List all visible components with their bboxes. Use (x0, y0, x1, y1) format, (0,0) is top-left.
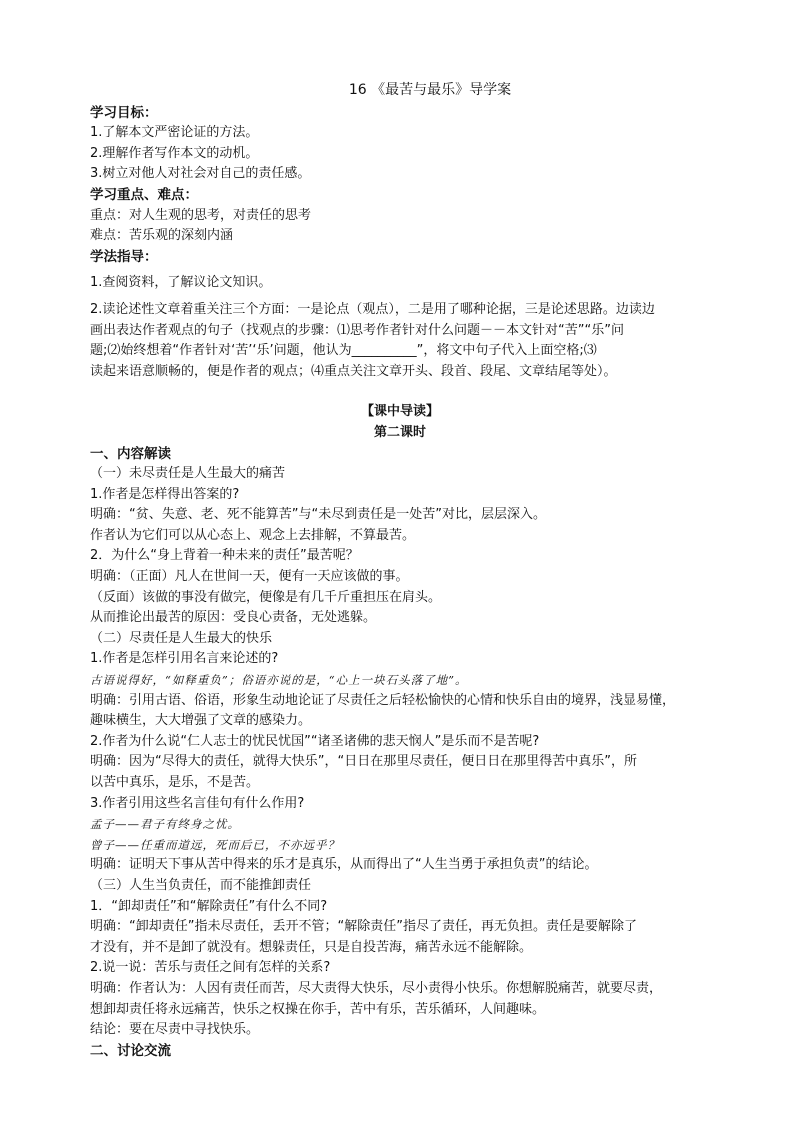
quote-line: 孟子——君子有终身之忧。 (90, 817, 240, 832)
body-line: 1.作者是怎样得出答案的? (90, 486, 240, 502)
body-line: 从而推论出最苦的原因：受良心责备，无处逃躲。 (90, 610, 377, 626)
sub-heading: （一）未尽责任是人生最大的痛苦 (90, 466, 286, 482)
key-heading: 学习重点、难点： (90, 186, 198, 203)
part2-heading: 二、讨论交流 (90, 1042, 171, 1059)
goal-item: 3.树立对他人对社会对自己的责任感。 (90, 166, 311, 182)
body-line: 明确：“贫、失意、老、死不能算苦”与“未尽到责任是一处苦”对比，层层深入。 (90, 507, 546, 523)
method-item: 1.查阅资料，了解议论文知识。 (90, 275, 272, 291)
body-line: 3.作者引用这些名言佳句有什么作用? (90, 795, 305, 811)
method-item: 题;⑵始终想着“作者针对‘苦’‘乐’问题，他认为__________”，将文中句子代入上面空格;⑶ (90, 343, 597, 359)
body-line: 作者认为它们可以从心态上、观念上去排解，不算最苦。 (90, 527, 416, 543)
section-title: 【课中导读】 (360, 404, 439, 420)
part1-heading: 一、内容解读 (90, 445, 171, 462)
body-line: 2.作者为什么说“仁人志士的忧民忧国”“诸圣诸佛的悲天悯人”是乐而不是苦呢? (90, 733, 540, 749)
sub-heading: （三）人生当负责任，而不能推卸责任 (90, 877, 312, 893)
body-line: 2．为什么“身上背着一种未来的责任”最苦呢？ (90, 548, 359, 564)
key-point: 重点：对人生观的思考，对责任的思考 (90, 207, 312, 223)
method-item: 读起来语意顺畅的，便是作者的观点；⑷重点关注文章开头、段首、段尾、文章结尾等处）。 (90, 363, 617, 379)
body-line: 明确：（正面）凡人在世间一天，便有一天应该做的事。 (90, 569, 409, 585)
method-heading: 学法指导： (90, 248, 158, 265)
body-line: 趣味横生，大大增强了文章的感染力。 (90, 713, 312, 729)
body-line: 才没有，并不是卸了就没有。想躲责任，只是自投苦海，痛苦永远不能解除。 (90, 939, 533, 955)
method-item: 画出表达作者观点的句子（找观点的步骤：⑴思考作者针对什么问题－－本文针对“苦”“乐”问 (90, 322, 624, 338)
method-item: 2.读论述性文章着重关注三个方面：一是论点（观点），二是用了哪种论据，三是论述思路。边读边 (90, 301, 655, 317)
quote-line: 曾子——任重而道远，死而后已，不亦远乎？ (90, 837, 340, 852)
goals-heading: 学习目标： (90, 104, 158, 121)
body-line: 1．“卸却责任”和“解除责任”有什么不同? (90, 898, 328, 914)
goal-item: 1.了解本文严密论证的方法。 (90, 125, 259, 141)
conclusion-line: 结论：要在尽责中寻找快乐。 (90, 1022, 260, 1038)
body-line: 1.作者是怎样引用名言来论述的? (90, 651, 279, 667)
quote-line: 古语说得好，“如释重负”；俗语亦说的是，“心上一块石头落了地”。 (90, 673, 468, 688)
sub-heading: （二）尽责任是人生最大的快乐 (90, 630, 273, 646)
body-line: 明确：作者认为：人因有责任而苦，尽大责得大快乐，尽小责得小快乐。你想解脱痛苦，就要尽责， (90, 980, 663, 996)
body-line: 明确：引用古语、俗语，形象生动地论证了尽责任之后轻松愉快的心情和快乐自由的境界，浅显易懂， (90, 692, 676, 708)
body-line: 想卸却责任将永远痛苦，快乐之权操在你手，苦中有乐，苦乐循环，人间趣味。 (90, 1001, 546, 1017)
body-line: 以苦中真乐，是乐，不是苦。 (90, 775, 260, 790)
body-line: 明确：证明天下事从苦中得来的乐才是真乐，从而得出了“人生当勇于承担负责”的结论。 (90, 857, 598, 873)
body-line: 明确：因为“尽得大的责任，就得大快乐”，“日日在那里尽责任，便日日在那里得苦中真乐”，所 (90, 754, 637, 770)
body-line: （反面）该做的事没有做完，便像是有几千斤重担压在肩头。 (90, 589, 442, 605)
page-title: 16 《最苦与最乐》导学案 (348, 82, 512, 98)
document-page (90, 80, 710, 1061)
section-subtitle: 第二课时 (373, 424, 426, 440)
body-line: 明确：“卸却责任”指未尽责任，丢开不管；“解除责任”指尽了责任，再无负担。责任是要解除了 (90, 919, 637, 935)
key-point: 难点：苦乐观的深刻内涵 (90, 228, 234, 244)
body-line: 2.说一说：苦乐与责任之间有怎样的关系? (90, 960, 331, 976)
goal-item: 2.理解作者写作本文的动机。 (90, 145, 259, 161)
